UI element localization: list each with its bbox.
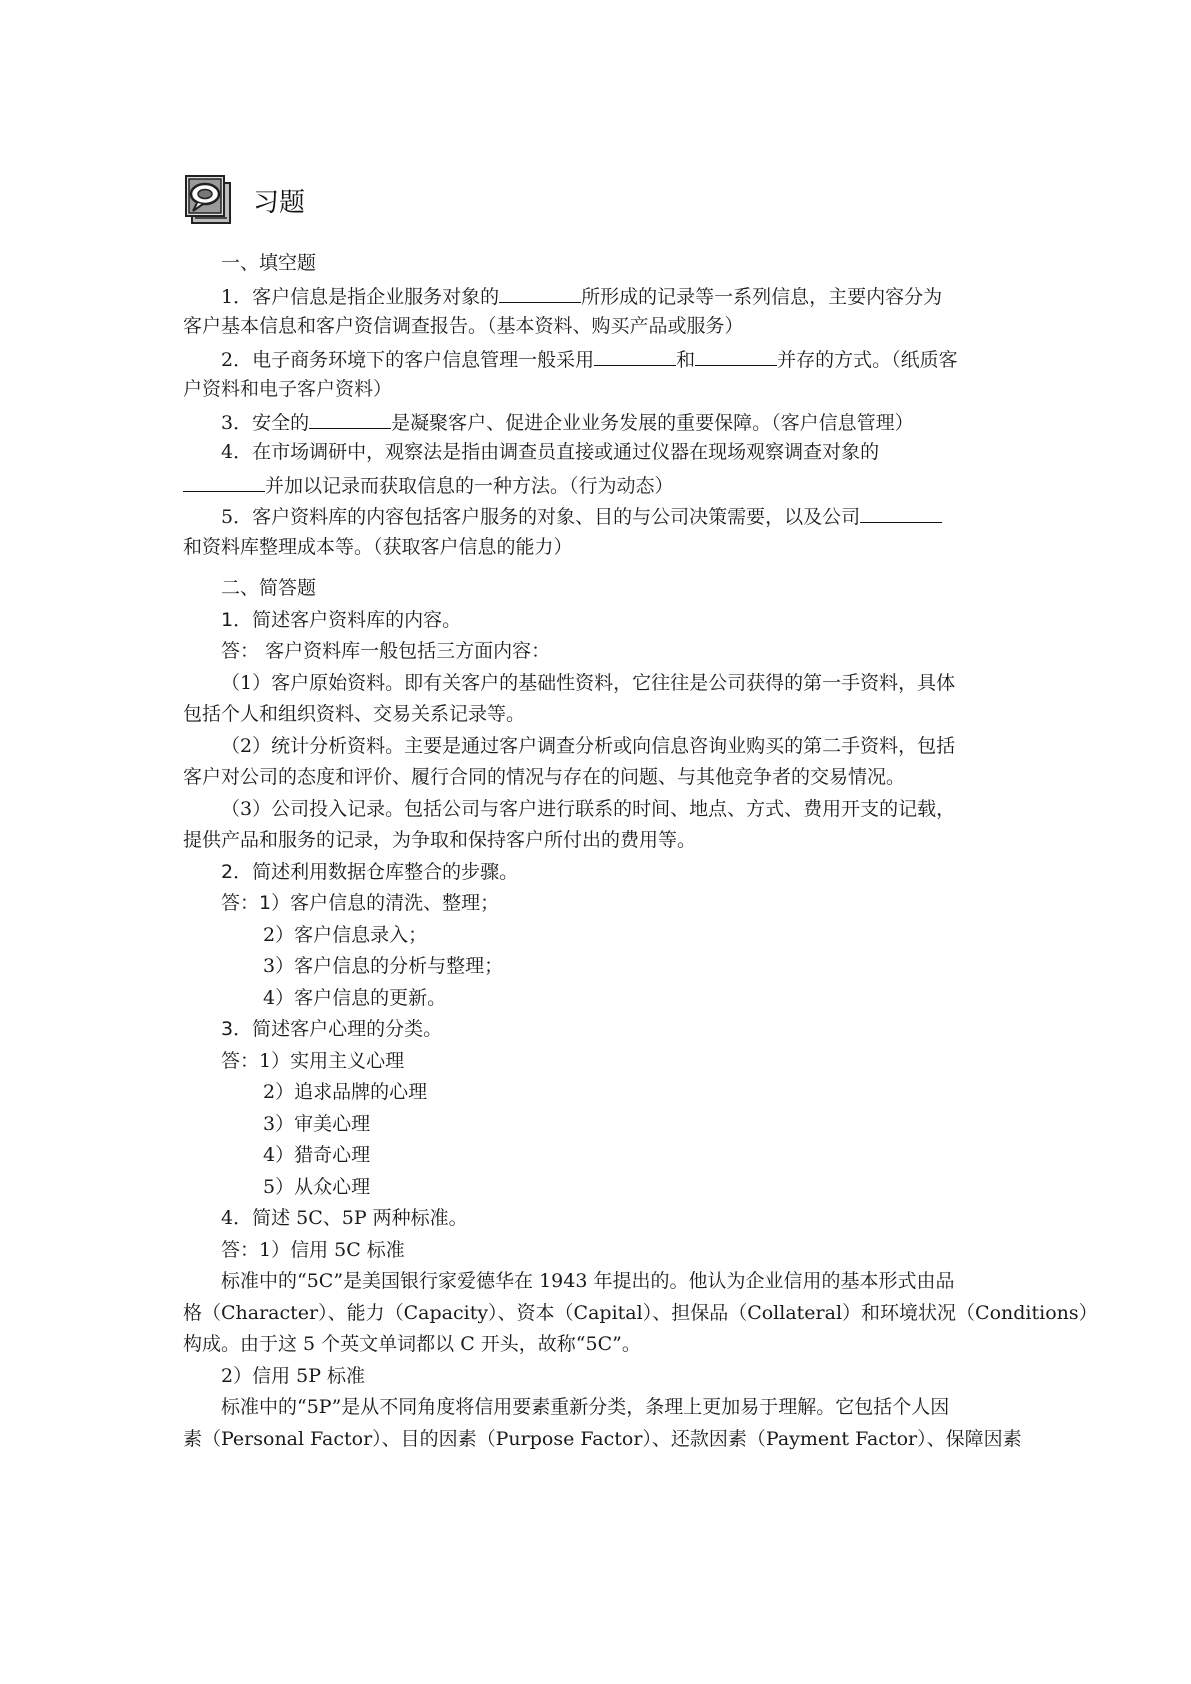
section-heading-fill-blank: 一、填空题 <box>221 252 317 274</box>
short-answer-3-item-4: 4）猎奇心理 <box>263 1144 371 1166</box>
short-answer-3-item-3: 3）审美心理 <box>263 1112 371 1135</box>
short-answer-4-part-2: 2）信用 5P 标准 <box>221 1364 366 1387</box>
fill-question-4-cont: 并加以记录而获取信息的一种方法。（行为动态） <box>183 469 1013 501</box>
answer-text: （行为动态） <box>569 474 674 497</box>
answer-text: 户资料和电子客户资料） <box>183 378 393 400</box>
fill-question-3: 3．安全的 是凝聚客户、促进企业业务发展的重要保障。（客户信息管理） <box>183 406 1013 438</box>
exercise-content <box>183 248 1098 1455</box>
fill-question-5: 5．客户资料库的内容包括客户服务的对象、目的与公司决策需要，以及公司 <box>183 500 1013 532</box>
short-answer-1-p2-cont: 客户对公司的态度和评价、履行合同的情况与存在的问题、与其他竞争者的交易情况。 <box>183 766 906 788</box>
short-answer-1-intro: 答： 客户资料库一般包括三方面内容： <box>221 640 551 662</box>
short-answer-4-p1-cont: 格（Character）、能力（Capacity）、资本（Capital）、担保品（Collateral）和环境状况（Conditions） <box>183 1301 1098 1324</box>
answer-blank <box>499 280 581 303</box>
page-header <box>183 170 305 230</box>
short-answer-2-step-4: 4）客户信息的更新。 <box>263 986 447 1009</box>
fill-question-1-cont: 客户基本信息和客户资信调查报告。（基本资料、购买产品或服务） <box>183 315 744 337</box>
answer-text: （客户信息管理） <box>771 411 914 434</box>
short-answer-4-p1-cont2: 构成。由于这 5 个英文单词都以 C 开头，故称“5C”。 <box>183 1333 641 1355</box>
short-answer-4-p2: 标准中的“5P”是从不同角度将信用要素重新分类，条理上更加易于理解。它包括个人因 <box>221 1396 950 1418</box>
short-question-3: 3．简述客户心理的分类。 <box>221 1018 443 1040</box>
short-answer-4-p1: 标准中的“5C”是美国银行家爱德华在 1943 年提出的。他认为企业信用的基本形式由品 <box>221 1270 955 1292</box>
short-answer-3-item-2: 2）追求品牌的心理 <box>263 1081 428 1103</box>
short-answer-1-p1-cont: 包括个人和组织资料、交易关系记录等。 <box>183 703 526 725</box>
answer-blank <box>183 469 265 492</box>
short-answer-1-p3-cont: 提供产品和服务的记录，为争取和保持客户所付出的费用等。 <box>183 829 697 851</box>
short-answer-2-step-3: 3）客户信息的分析与整理； <box>263 955 504 977</box>
answer-blank <box>309 406 391 429</box>
answer-text: （纸质客 <box>891 348 958 371</box>
short-question-1: 1．简述客户资料库的内容。 <box>221 608 462 631</box>
short-answer-2-step-1: 答：1）客户信息的清洗、整理； <box>221 892 500 914</box>
short-answer-3-item-5: 5）从众心理 <box>263 1175 371 1198</box>
answer-text: （基本资料、购买产品或服务） <box>487 315 744 337</box>
page-title: 习题 <box>253 187 306 218</box>
fill-question-2-cont <box>183 374 1013 406</box>
answer-blank <box>594 343 676 366</box>
short-answer-1-p2: （2）统计分析资料。主要是通过客户调查分析或向信息咨询业购买的第二手资料，包括 <box>221 734 956 757</box>
short-answer-2-step-2: 2）客户信息录入； <box>263 923 428 946</box>
short-answer-4-p2-cont: 素（Personal Factor）、目的因素（Purpose Factor）、还款因素（Payment Factor）、保障因素 <box>183 1427 1022 1450</box>
fill-question-1: 1．客户信息是指企业服务对象的 所形成的记录等一系列信息，主要内容分为 <box>183 280 1013 312</box>
short-answer-3-item-1: 答：1）实用主义心理 <box>221 1049 405 1072</box>
short-answer-1-p3: （3）公司投入记录。包括公司与客户进行联系的时间、地点、方式、费用开支的记载， <box>221 797 956 820</box>
fill-question-2: 2．电子商务环境下的客户信息管理一般采用 和 并存的方式。（纸质客 <box>183 343 1013 375</box>
short-answer-4-part-1: 答：1）信用 5C 标准 <box>221 1238 405 1261</box>
answer-blank <box>695 343 777 366</box>
exercise-book-icon <box>183 173 233 227</box>
section-heading-short-answer: 二、简答题 <box>221 577 317 599</box>
fill-question-5-cont: 和资料库整理成本等。（获取客户信息的能力） <box>183 535 573 558</box>
short-answer-1-p1: （1）客户原始资料。即有关客户的基础性资料，它往往是公司获得的第一手资料，具体 <box>221 671 956 694</box>
short-question-2: 2．简述利用数据仓库整合的步骤。 <box>221 860 519 883</box>
fill-question-4: 4．在市场调研中，观察法是指由调查员直接或通过仪器在现场观察调查对象的 <box>221 441 880 463</box>
answer-blank <box>860 500 942 523</box>
short-question-4: 4．简述 5C、5P 两种标准。 <box>221 1207 468 1229</box>
